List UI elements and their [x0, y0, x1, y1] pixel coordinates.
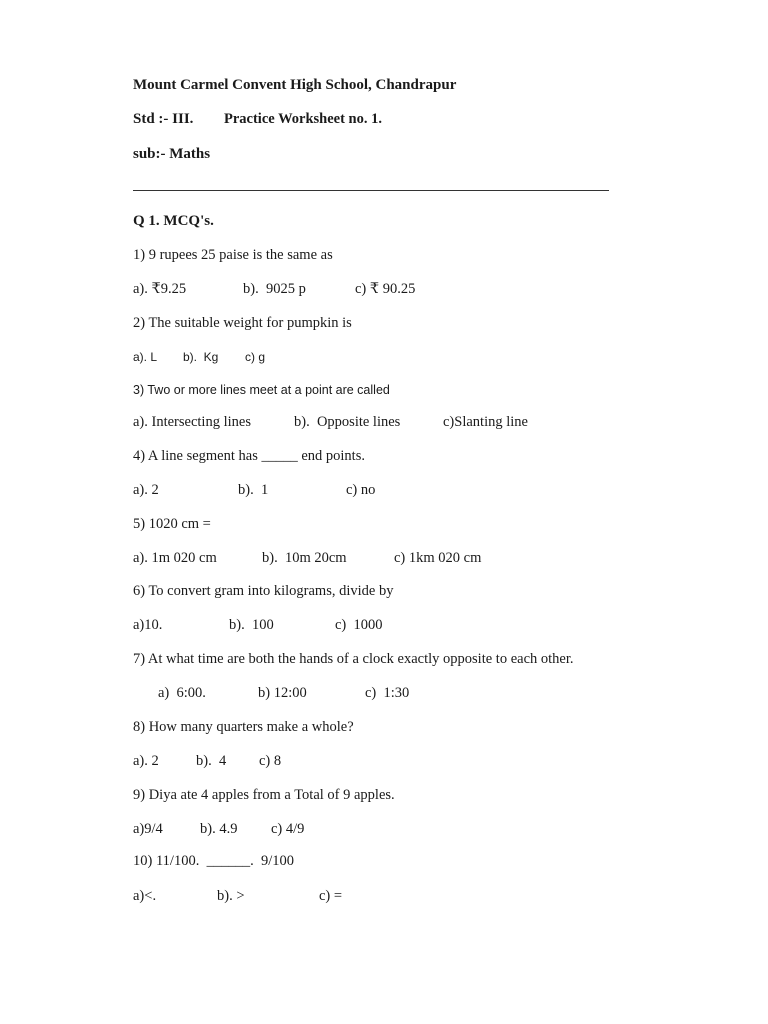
q7-option-a: a) 6:00.	[158, 685, 206, 701]
q1-option-c: c) ₹ 90.25	[355, 281, 416, 297]
q2-option-a: a). L	[133, 350, 158, 364]
question-9: 9) Diya ate 4 apples from a Total of 9 apples.	[133, 787, 395, 803]
q6-option-b: b). 100	[229, 617, 274, 633]
q6-option-c: c) 1000	[335, 617, 383, 633]
question-1: 1) 9 rupees 25 paise is the same as	[133, 247, 333, 263]
q10-option-c: c) =	[319, 888, 343, 904]
q5-option-a: a). 1m 020 cm	[133, 550, 217, 566]
section-title: Q 1. MCQ's.	[133, 213, 214, 229]
worksheet-title: Practice Worksheet no. 1.	[224, 111, 382, 127]
q9-option-c: c) 4/9	[271, 821, 305, 837]
q2-option-c: c) g	[245, 350, 266, 364]
q2-option-b: b). Kg	[183, 350, 219, 364]
subject: sub:- Maths	[133, 146, 211, 162]
q5-option-c: c) 1km 020 cm	[394, 550, 482, 566]
q6-option-a: a)10.	[133, 617, 163, 633]
question-5: 5) 1020 cm =	[133, 516, 211, 532]
q8-option-a: a). 2	[133, 753, 159, 769]
q3-option-a: a). Intersecting lines	[133, 414, 251, 430]
q1-option-a: a). ₹9.25	[133, 281, 187, 297]
q7-option-b: b) 12:00	[258, 685, 307, 701]
question-2: 2) The suitable weight for pumpkin is	[133, 315, 352, 331]
q1-option-b: b). 9025 p	[243, 281, 306, 297]
q7-option-c: c) 1:30	[365, 685, 410, 701]
school-name: Mount Carmel Convent High School, Chandrapur	[133, 77, 457, 93]
q8-option-b: b). 4	[196, 753, 227, 769]
q3-option-c: c)Slanting line	[443, 414, 528, 430]
question-8: 8) How many quarters make a whole?	[133, 719, 354, 735]
q9-option-b: b). 4.9	[200, 821, 238, 837]
q4-option-c: c) no	[346, 482, 376, 498]
question-7: 7) At what time are both the hands of a clock exactly opposite to each other.	[133, 651, 574, 667]
question-3: 3) Two or more lines meet at a point are called	[133, 383, 390, 397]
question-4: 4) A line segment has _____ end points.	[133, 448, 365, 464]
q10-option-a: a)<.	[133, 888, 157, 904]
q5-option-b: b). 10m 20cm	[262, 550, 347, 566]
q10-option-b: b). >	[217, 888, 245, 904]
q3-option-b: b). Opposite lines	[294, 414, 401, 430]
q9-option-a: a)9/4	[133, 821, 163, 837]
q4-option-a: a). 2	[133, 482, 159, 498]
question-10: 10) 11/100. ______. 9/100	[133, 853, 294, 869]
q4-option-b: b). 1	[238, 482, 269, 498]
horizontal-divider	[133, 190, 609, 191]
question-6: 6) To convert gram into kilograms, divide by	[133, 583, 394, 599]
q8-option-c: c) 8	[259, 753, 282, 769]
standard: Std :- III.	[133, 111, 194, 127]
